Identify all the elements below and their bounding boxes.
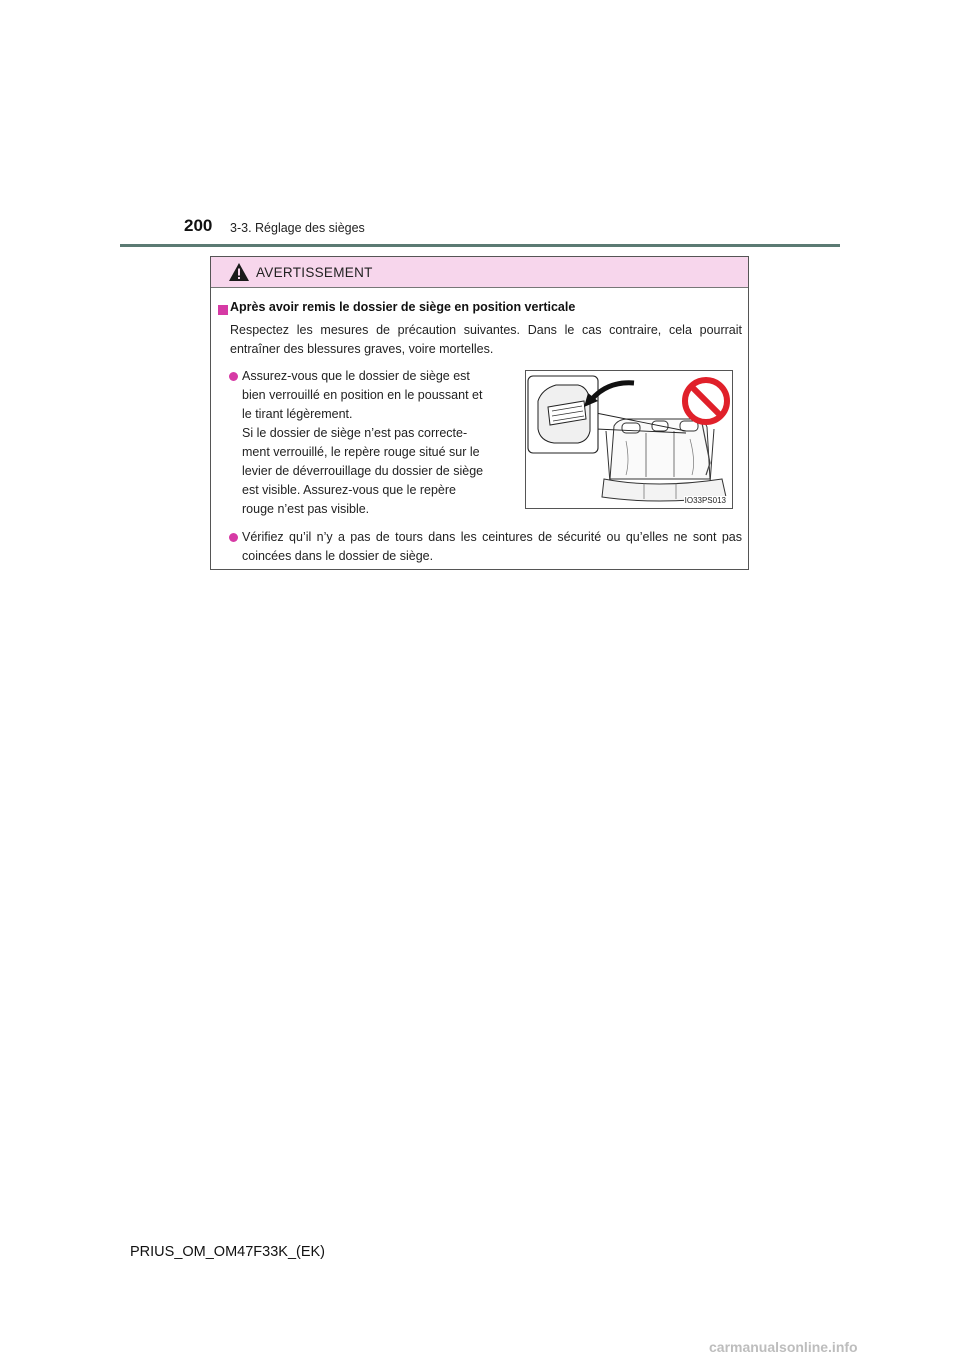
seat-latch-illustration (526, 371, 732, 508)
header-divider (120, 244, 840, 247)
warning-item-2: Vérifiez qu’il n’y a pas de tours dans les ceintures de sécurité ou qu’elles ne sont pas coincées dans le dossier de siège. (242, 530, 742, 563)
seat-illustration (525, 370, 733, 509)
illustration-code: IO33PS013 (684, 496, 726, 505)
warning-box (210, 256, 749, 570)
document-code: PRIUS_OM_OM47F33K_(EK) (130, 1244, 326, 1260)
section-title: 3-3. Réglage des sièges (230, 221, 365, 235)
prohibition-sign-icon (685, 380, 727, 422)
square-bullet-icon (218, 305, 228, 315)
warning-header (211, 257, 748, 288)
watermark: carmanualsonline.info (709, 1339, 858, 1355)
warning-intro: Respectez les mesures de précaution suivantes. Dans le cas contraire, cela pourrait entraîner des blessures graves, voire mortelles. (230, 323, 742, 356)
warning-item-1: Assurez-vous que le dossier de siège est bien verrouillé en position en le poussant et le tirant légèrement. Si le dossier de siège n’est pas correcte- ment verrouillé, le repère rouge situé sur le levier de déverrouillage du dossier de siège est visible. Assurez-vous que le repère rouge n’est pas visible. (242, 369, 484, 516)
warning-subheading: Après avoir remis le dossier de siège en position verticale (230, 300, 576, 314)
warning-label: AVERTISSEMENT (256, 264, 373, 280)
warning-triangle-icon (228, 262, 250, 282)
page-number: 200 (184, 216, 213, 235)
bullet-dot-icon (229, 372, 238, 381)
bullet-dot-icon (229, 533, 238, 542)
